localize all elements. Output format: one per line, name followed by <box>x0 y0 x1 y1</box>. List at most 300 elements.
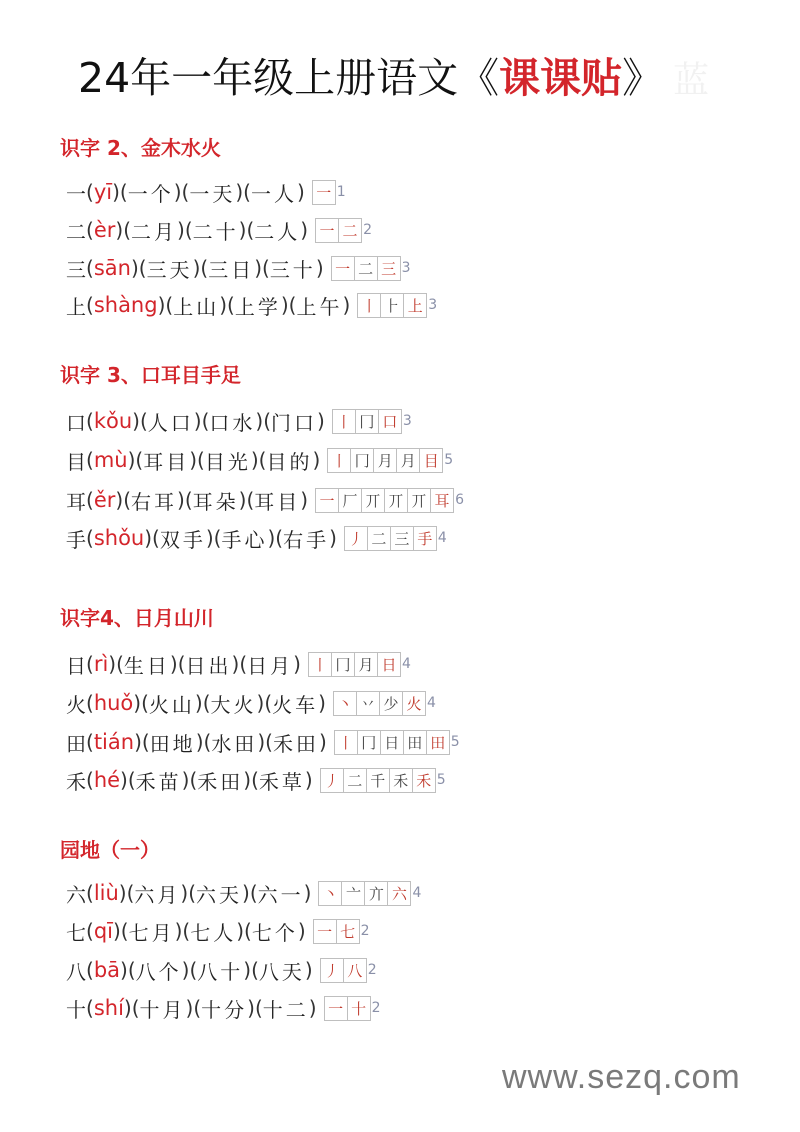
paren-open: ( <box>165 293 174 317</box>
title-highlight: 课课贴 <box>499 54 623 102</box>
entry-pinyin: liù <box>93 881 119 905</box>
paren-close: ) <box>247 996 255 1020</box>
paren-close: ) <box>242 881 250 905</box>
example-word: 六天 <box>196 882 243 907</box>
stroke-cell: 一 <box>312 180 336 205</box>
paren-open: ( <box>116 652 124 676</box>
entry-pinyin: èr <box>93 218 116 242</box>
paren-close: ) <box>235 180 244 204</box>
paren-close: ) <box>192 256 201 280</box>
paren-close: ) <box>318 691 326 715</box>
paren-open: ( <box>275 526 284 550</box>
stroke-cell: 禾 <box>412 768 436 793</box>
stroke-order-grid <box>335 730 450 755</box>
stroke-order-grid <box>334 691 426 716</box>
example-word: 三天 <box>146 257 193 282</box>
example-word: 一个 <box>127 181 174 206</box>
character-entry <box>66 405 412 437</box>
stroke-cell: 丌 <box>407 488 431 513</box>
character-entry <box>66 214 372 246</box>
paren-open: ( <box>203 730 212 754</box>
stroke-cell: 丨 <box>308 652 332 677</box>
entry-pinyin: ěr <box>93 488 116 512</box>
example-word: 禾草 <box>258 769 305 794</box>
paren-close: ) <box>254 256 262 280</box>
example-word: 禾田 <box>197 769 244 794</box>
paren-close: ) <box>180 881 189 905</box>
paren-close: ) <box>317 409 325 433</box>
stroke-count: 5 <box>436 772 446 788</box>
paren-open: ( <box>184 488 193 512</box>
stroke-cell: 冂 <box>357 730 381 755</box>
entry-character: 手 <box>66 527 86 552</box>
paren-close: ) <box>312 448 321 472</box>
paren-close: ) <box>130 256 139 280</box>
character-entry <box>66 522 447 554</box>
example-word: 二人 <box>254 219 301 244</box>
paren-close: ) <box>280 293 289 317</box>
stroke-cell: 一 <box>315 218 339 243</box>
example-word: 十二 <box>262 997 309 1022</box>
stroke-cell: 丿 <box>320 958 344 983</box>
stroke-cell: 二 <box>343 768 367 793</box>
example-word: 六一 <box>257 882 304 907</box>
stroke-cell: 冂 <box>355 409 379 434</box>
paren-open: ( <box>249 881 258 905</box>
stroke-count: 4 <box>437 530 447 546</box>
entry-pinyin: huǒ <box>93 691 134 715</box>
paren-open: ( <box>239 652 248 676</box>
paren-close: ) <box>157 293 166 317</box>
paren-open: ( <box>265 730 273 754</box>
example-word: 耳朵 <box>192 489 239 514</box>
stroke-count: 2 <box>363 222 372 238</box>
paren-open: ( <box>131 996 140 1020</box>
paren-open: ( <box>86 652 94 676</box>
stroke-cell: 禾 <box>389 768 413 793</box>
character-entry <box>66 444 453 476</box>
paren-open: ( <box>119 180 128 204</box>
paren-close: ) <box>127 448 136 472</box>
stroke-cell: 月 <box>373 448 397 473</box>
stroke-order-grid <box>328 448 443 473</box>
paren-open: ( <box>258 448 267 472</box>
example-word: 门口 <box>271 410 318 435</box>
example-word: 八十 <box>197 959 244 984</box>
example-word: 右手 <box>283 527 330 552</box>
paren-close: ) <box>243 768 252 792</box>
paren-open: ( <box>246 218 255 242</box>
paren-open: ( <box>135 448 144 472</box>
paren-close: ) <box>144 526 153 550</box>
paren-close: ) <box>173 180 182 204</box>
stroke-cell: 丌 <box>361 488 385 513</box>
paren-close: ) <box>194 691 203 715</box>
paren-open: ( <box>177 652 186 676</box>
stroke-cell: 丷 <box>356 691 380 716</box>
paren-open: ( <box>254 996 263 1020</box>
character-entry <box>66 954 377 986</box>
stroke-count: 4 <box>412 885 422 901</box>
title-close: 》 <box>622 54 664 102</box>
stroke-order-grid <box>358 293 427 318</box>
stroke-order-grid <box>309 652 401 677</box>
stroke-cell: 二 <box>354 256 378 281</box>
paren-open: ( <box>227 293 235 317</box>
example-word: 大火 <box>210 692 257 717</box>
paren-open: ( <box>189 768 198 792</box>
paren-close: ) <box>134 730 142 754</box>
paren-close: ) <box>296 180 305 204</box>
stroke-order-grid <box>332 256 401 281</box>
paren-open: ( <box>188 881 197 905</box>
paren-close: ) <box>108 652 117 676</box>
example-word: 十月 <box>139 997 186 1022</box>
example-word: 七人 <box>190 920 237 945</box>
paren-open: ( <box>86 996 94 1020</box>
paren-close: ) <box>189 448 198 472</box>
stroke-count: 3 <box>428 297 438 313</box>
paren-open: ( <box>86 448 94 472</box>
stroke-cell: ⺊ <box>380 293 404 318</box>
example-word: 水田 <box>211 731 258 756</box>
stroke-cell: 耳 <box>430 488 454 513</box>
stroke-cell: 十 <box>347 996 371 1021</box>
stroke-count: 2 <box>360 923 370 939</box>
paren-close: ) <box>115 218 124 242</box>
paren-open: ( <box>251 958 259 982</box>
paren-open: ( <box>262 256 270 280</box>
paren-close: ) <box>308 996 317 1020</box>
paren-open: ( <box>141 730 150 754</box>
entry-pinyin: shǒu <box>93 526 145 550</box>
stroke-order-grid <box>319 881 411 906</box>
entry-character: 六 <box>66 882 86 907</box>
paren-close: ) <box>132 409 140 433</box>
stroke-cell: 二 <box>338 218 362 243</box>
paren-close: ) <box>193 409 202 433</box>
stroke-count: 2 <box>367 962 377 978</box>
paren-open: ( <box>120 919 129 943</box>
stroke-count: 2 <box>371 1000 381 1016</box>
example-word: 目的 <box>266 449 313 474</box>
paren-open: ( <box>246 488 255 512</box>
paren-close: ) <box>174 919 183 943</box>
stroke-order-grid <box>316 488 454 513</box>
stroke-cell: 丨 <box>357 293 381 318</box>
paren-open: ( <box>123 218 131 242</box>
stroke-order-grid <box>325 996 371 1021</box>
stroke-cell: 亠 <box>341 881 365 906</box>
entry-character: 火 <box>66 692 86 717</box>
stroke-cell: 月 <box>354 652 378 677</box>
paren-close: ) <box>185 996 194 1020</box>
paren-open: ( <box>138 256 147 280</box>
entry-pinyin: hé <box>93 768 121 792</box>
stroke-cell: 口 <box>378 409 402 434</box>
character-entry <box>66 687 436 719</box>
section-heading: 识字4、日月山川 <box>60 606 214 630</box>
example-word: 上学 <box>234 294 281 319</box>
entry-character: 口 <box>66 410 86 435</box>
stroke-cell: 丨 <box>332 409 356 434</box>
paren-close: ) <box>238 488 247 512</box>
paren-open: ( <box>86 488 94 512</box>
stroke-count: 1 <box>336 184 346 200</box>
example-word: 右耳 <box>131 489 177 514</box>
stroke-cell: 丌 <box>384 488 408 513</box>
entry-pinyin: bā <box>93 958 121 982</box>
paren-close: ) <box>329 526 337 550</box>
paren-close: ) <box>169 652 178 676</box>
section-heading: 识字 3、口耳目手足 <box>60 363 241 387</box>
paren-open: ( <box>86 256 94 280</box>
paren-open: ( <box>213 526 222 550</box>
entry-pinyin: shàng <box>93 293 158 317</box>
paren-open: ( <box>201 409 210 433</box>
entry-pinyin: kǒu <box>93 409 133 433</box>
entry-pinyin: mù <box>93 448 128 472</box>
stroke-cell: 六 <box>387 881 411 906</box>
paren-close: ) <box>250 448 259 472</box>
paren-close: ) <box>304 768 313 792</box>
example-word: 耳目 <box>254 489 301 514</box>
stroke-cell: 火 <box>402 691 426 716</box>
paren-open: ( <box>197 448 205 472</box>
paren-open: ( <box>86 218 94 242</box>
stroke-count: 5 <box>450 734 460 750</box>
paren-close: ) <box>293 652 301 676</box>
paren-close: ) <box>303 881 312 905</box>
paren-close: ) <box>181 958 190 982</box>
paren-open: ( <box>200 256 209 280</box>
character-entry <box>66 648 411 680</box>
stroke-order-grid <box>345 526 437 551</box>
example-word: 三十 <box>269 257 316 282</box>
example-word: 一天 <box>189 181 236 206</box>
example-word: 禾田 <box>272 731 319 756</box>
example-word: 上午 <box>296 294 343 319</box>
stroke-order-grid <box>314 919 360 944</box>
paren-close: ) <box>133 691 142 715</box>
title-ghost-text: 蓝 <box>673 60 710 101</box>
paren-close: ) <box>177 488 185 512</box>
stroke-cell: 少 <box>379 691 403 716</box>
watermark: www.sezq.com <box>502 1058 741 1096</box>
paren-open: ( <box>182 919 191 943</box>
paren-open: ( <box>86 409 94 433</box>
example-word: 日月 <box>247 653 294 678</box>
entry-character: 田 <box>66 731 86 756</box>
paren-open: ( <box>123 488 131 512</box>
paren-open: ( <box>181 180 190 204</box>
paren-close: ) <box>267 526 276 550</box>
paren-close: ) <box>300 488 309 512</box>
paren-open: ( <box>189 958 198 982</box>
stroke-cell: 亣 <box>364 881 388 906</box>
character-entry <box>66 484 464 516</box>
paren-close: ) <box>342 293 351 317</box>
entry-character: 上 <box>66 294 86 319</box>
stroke-cell: 丶 <box>318 881 342 906</box>
stroke-cell: 厂 <box>338 488 362 513</box>
paren-open: ( <box>86 691 94 715</box>
paren-open: ( <box>264 691 273 715</box>
stroke-order-grid <box>321 768 436 793</box>
stroke-cell: 丿 <box>344 526 368 551</box>
entry-pinyin: tián <box>93 730 135 754</box>
paren-open: ( <box>127 768 136 792</box>
paren-close: ) <box>120 768 128 792</box>
stroke-cell: 冂 <box>331 652 355 677</box>
example-word: 禾苗 <box>135 769 182 794</box>
entry-character: 十 <box>66 997 86 1022</box>
character-entry <box>66 764 446 796</box>
paren-close: ) <box>177 218 185 242</box>
paren-open: ( <box>86 958 94 982</box>
paren-close: ) <box>181 768 190 792</box>
entry-pinyin: yī <box>93 180 113 204</box>
example-word: 上山 <box>173 294 220 319</box>
paren-close: ) <box>318 730 327 754</box>
example-word: 日出 <box>185 653 232 678</box>
paren-open: ( <box>86 526 94 550</box>
example-word: 一人 <box>250 181 297 206</box>
stroke-count: 4 <box>401 656 411 672</box>
character-entry <box>66 992 381 1024</box>
paren-close: ) <box>304 958 313 982</box>
character-entry <box>66 289 437 321</box>
character-entry <box>66 877 421 909</box>
example-word: 手心 <box>221 527 268 552</box>
stroke-count: 3 <box>401 260 411 276</box>
entry-character: 二 <box>66 219 86 244</box>
paren-close: ) <box>205 526 214 550</box>
paren-close: ) <box>297 919 306 943</box>
stroke-count: 4 <box>426 695 436 711</box>
stroke-cell: 丿 <box>320 768 344 793</box>
stroke-cell: 七 <box>336 919 360 944</box>
example-word: 人口 <box>147 410 194 435</box>
paren-close: ) <box>257 730 266 754</box>
stroke-cell: 目 <box>419 448 443 473</box>
stroke-cell: 田 <box>426 730 450 755</box>
paren-close: ) <box>219 293 228 317</box>
paren-close: ) <box>236 919 245 943</box>
paren-open: ( <box>86 919 94 943</box>
paren-open: ( <box>243 180 251 204</box>
stroke-cell: 手 <box>413 526 437 551</box>
stroke-cell: 冂 <box>350 448 374 473</box>
paren-close: ) <box>120 958 128 982</box>
entry-character: 耳 <box>66 489 86 514</box>
stroke-cell: 日 <box>377 652 401 677</box>
entry-character: 禾 <box>66 769 86 794</box>
paren-open: ( <box>244 919 252 943</box>
example-word: 口水 <box>209 410 256 435</box>
stroke-order-grid <box>313 180 336 205</box>
paren-open: ( <box>288 293 297 317</box>
title-main: 24年一年级上册语文《 <box>78 54 500 102</box>
paren-close: ) <box>195 730 204 754</box>
example-word: 火山 <box>148 692 195 717</box>
paren-open: ( <box>86 730 94 754</box>
example-word: 七月 <box>128 920 175 945</box>
stroke-cell: 丶 <box>333 691 357 716</box>
paren-open: ( <box>152 526 160 550</box>
paren-open: ( <box>184 218 193 242</box>
stroke-cell: 一 <box>331 256 355 281</box>
example-word: 三日 <box>208 257 255 282</box>
stroke-order-grid <box>321 958 367 983</box>
section-heading: 园地（一） <box>60 838 160 862</box>
example-word: 六月 <box>134 882 181 907</box>
stroke-count: 6 <box>455 492 464 508</box>
example-word: 目光 <box>204 449 251 474</box>
stroke-cell: 八 <box>343 958 367 983</box>
character-entry <box>66 726 460 758</box>
entry-pinyin: rì <box>93 652 109 676</box>
stroke-cell: 三 <box>390 526 414 551</box>
paren-close: ) <box>112 919 121 943</box>
paren-open: ( <box>86 881 94 905</box>
entry-character: 三 <box>66 257 86 282</box>
paren-close: ) <box>255 409 264 433</box>
section-heading: 识字 2、金木水火 <box>60 136 221 160</box>
paren-open: ( <box>141 691 149 715</box>
example-word: 生日 <box>123 653 170 678</box>
entry-character: 目 <box>66 449 86 474</box>
paren-open: ( <box>86 768 94 792</box>
paren-close: ) <box>118 881 127 905</box>
stroke-cell: 一 <box>315 488 339 513</box>
paren-open: ( <box>86 293 94 317</box>
paren-close: ) <box>315 256 324 280</box>
stroke-count: 5 <box>444 452 454 468</box>
example-word: 二十 <box>192 219 239 244</box>
example-word: 火车 <box>272 692 319 717</box>
paren-open: ( <box>126 881 135 905</box>
stroke-cell: 丨 <box>327 448 351 473</box>
example-word: 八个 <box>135 959 182 984</box>
stroke-cell: 田 <box>403 730 427 755</box>
paren-open: ( <box>127 958 136 982</box>
paren-open: ( <box>202 691 211 715</box>
stroke-cell: 上 <box>403 293 427 318</box>
stroke-count: 3 <box>402 413 412 429</box>
example-word: 二月 <box>131 219 177 244</box>
paren-close: ) <box>256 691 265 715</box>
entry-character: 八 <box>66 959 86 984</box>
entry-pinyin: shí <box>93 996 124 1020</box>
example-word: 十分 <box>201 997 248 1022</box>
example-word: 田地 <box>149 731 196 756</box>
stroke-cell: 日 <box>380 730 404 755</box>
paren-close: ) <box>112 180 120 204</box>
entry-character: 七 <box>66 920 86 945</box>
paren-open: ( <box>86 180 94 204</box>
paren-close: ) <box>243 958 252 982</box>
stroke-cell: 一 <box>313 919 337 944</box>
paren-close: ) <box>238 218 247 242</box>
stroke-cell: 二 <box>367 526 391 551</box>
paren-open: ( <box>251 768 259 792</box>
stroke-cell: 丨 <box>334 730 358 755</box>
stroke-cell: 一 <box>324 996 348 1021</box>
character-entry <box>66 915 370 947</box>
paren-close: ) <box>123 996 132 1020</box>
entry-character: 一 <box>66 181 86 206</box>
